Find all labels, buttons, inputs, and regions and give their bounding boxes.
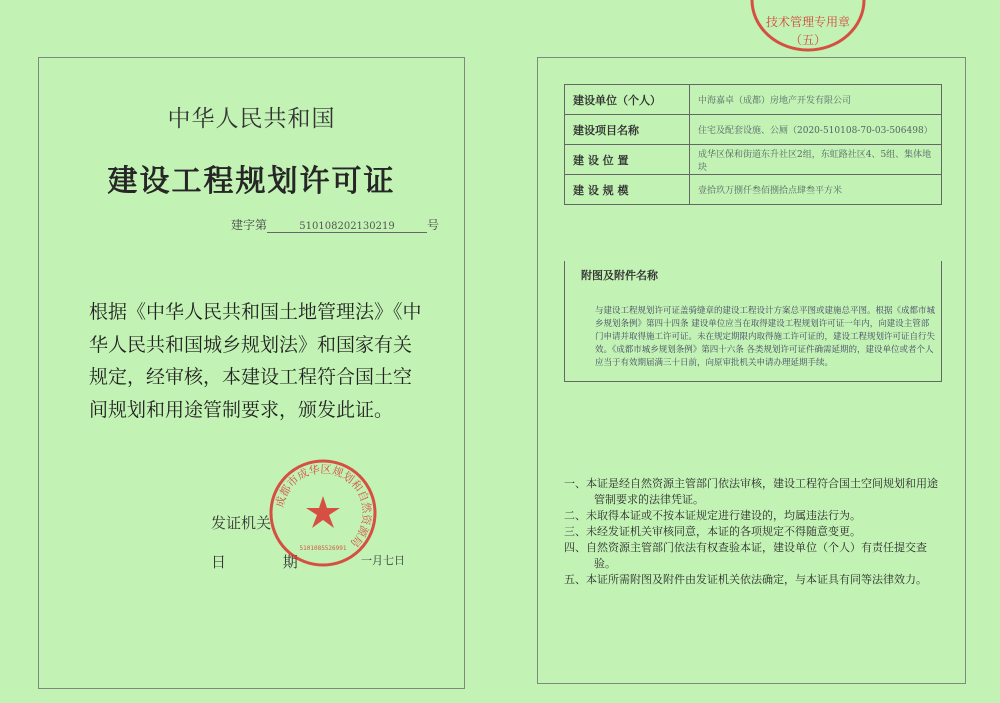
row-value: 住宅及配套设施、公厕（2020-510108-70-03-506498）	[690, 115, 942, 145]
date-value: 一月七日	[361, 554, 405, 567]
official-seal-icon	[268, 458, 378, 568]
country-name: 中华人民共和国	[167, 106, 336, 132]
notes-list	[564, 476, 944, 588]
row-label: 建 设 位 置	[565, 145, 690, 175]
certificate-title: 建设工程规划许可证	[107, 164, 396, 199]
attachments-text: 与建设工程规划许可证盖骑缝章的建设工程设计方案总平图或建施总平图。根据《成都市城乡规划条例》第四十四条 建设单位应当在取得建设工程规划许可证一年内，向建设主管部门申请并取得施工许可证。未在规定期限内取得施工许可证的，建设工程规划许可证自行失效。《成都市城乡规划条例》第四十六条 各类规划许可证件确需延期的，建设单位或者个人应当于有效期届满三十日前，向原审批机关申请办理延期手续。	[595, 306, 936, 368]
project-info-table	[564, 84, 942, 205]
issuer-label: 发证机关	[211, 514, 272, 532]
certificate-number-row	[231, 216, 439, 233]
table-row	[565, 85, 942, 115]
certificate-body-text: 根据《中华人民共和国土地管理法》《中华人民共和国城乡规划法》和国家有关规定，经审核，本建设工程符合国土空间规划和用途管制要求，颁发此证。	[89, 301, 422, 421]
row-value: 成华区保和街道东升社区2组，东虹路社区4、5组、集体地块	[690, 145, 942, 175]
svg-text:5101085526991: 5101085526991	[299, 545, 347, 552]
cert-no-value: 510108202130219	[267, 221, 427, 233]
table-row	[565, 175, 942, 205]
svg-text:技术管理专用章: 技术管理专用章	[765, 15, 851, 29]
technical-management-stamp-icon	[748, 0, 868, 60]
row-label: 建设单位（个人）	[565, 85, 690, 115]
svg-text:（五）: （五）	[789, 33, 827, 47]
row-value: 中海嘉卓（成都）房地产开发有限公司	[690, 85, 942, 115]
cert-no-prefix: 建字第	[231, 218, 268, 232]
left-certificate-page	[38, 57, 465, 689]
row-value: 壹拾玖万捌仟叁佰捌拾点肆叁平方米	[690, 175, 942, 205]
right-details-page	[537, 57, 966, 684]
note-item: 四、自然资源主管部门依法有权查验本证，建设单位（个人）有责任提交查验。	[564, 541, 927, 570]
table-row	[565, 145, 942, 175]
attachments-section	[564, 261, 942, 382]
table-row	[565, 115, 942, 145]
note-item: 三、未经发证机关审核同意，本证的各项规定不得随意变更。	[564, 525, 861, 538]
note-item: 五、本证所需附图及附件由发证机关依法确定，与本证具有同等法律效力。	[564, 573, 927, 586]
row-label: 建 设 规 模	[565, 175, 690, 205]
date-label: 日 期	[211, 553, 324, 571]
note-item: 一、本证是经自然资源主管部门依法审核，建设工程符合国土空间规划和用途管制要求的法律凭证。	[564, 477, 938, 506]
note-item: 二、未取得本证或不按本证规定进行建设的，均属违法行为。	[564, 509, 861, 522]
cert-no-suffix: 号	[427, 218, 440, 232]
attachments-title: 附图及附件名称	[581, 269, 658, 282]
row-label: 建设项目名称	[565, 115, 690, 145]
svg-text:成都市成华区规划和自然资源局: 成都市成华区规划和自然资源局	[273, 462, 374, 550]
